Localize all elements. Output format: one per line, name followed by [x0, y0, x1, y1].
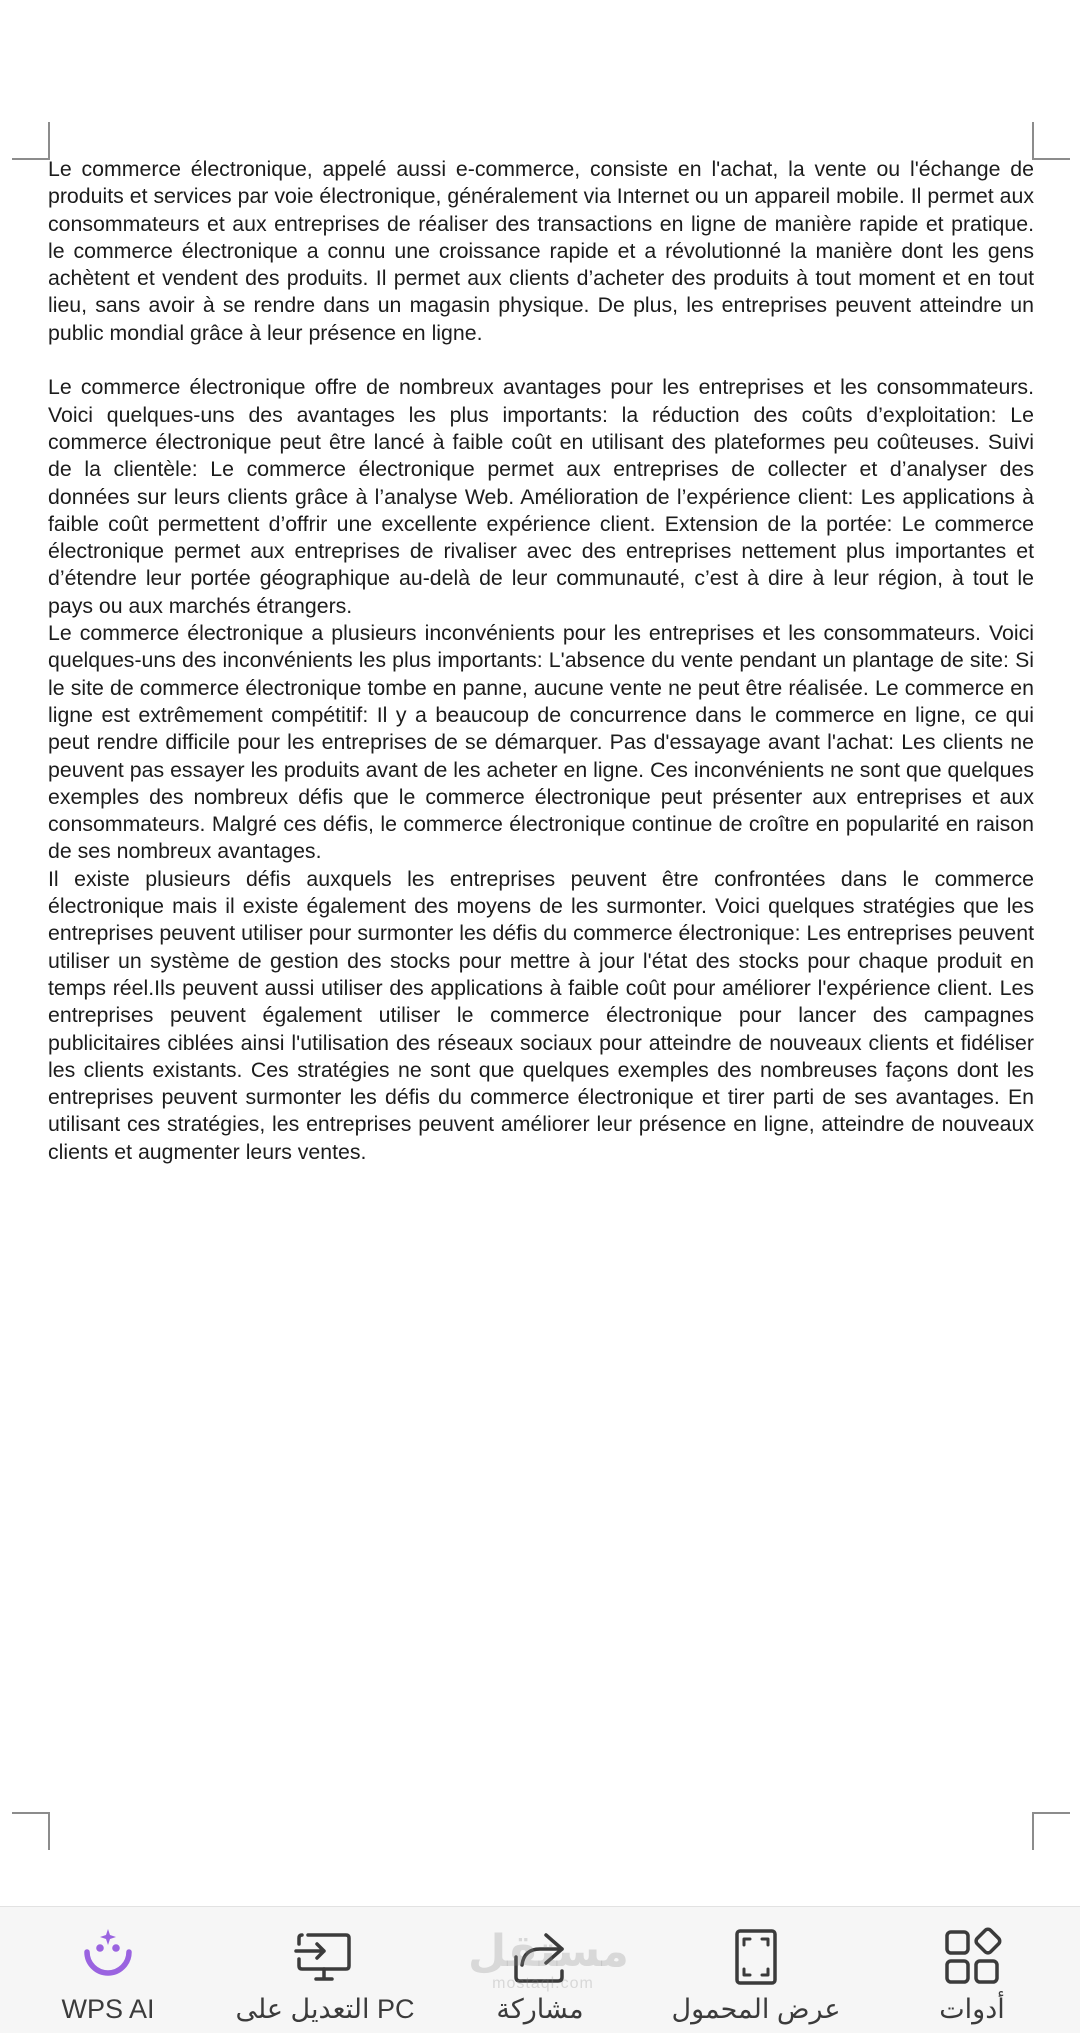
tools-button[interactable]: [924, 1907, 1020, 2033]
crop-mark-top-right: [1032, 122, 1070, 160]
wps-ai-button[interactable]: [28, 1907, 188, 2033]
watermark-domain: mostaql.com: [492, 1975, 594, 1992]
paragraph-disadvantages: Le commerce électronique a plusieurs inconvénients pour les entreprises et les consommateurs. Voici quelques-uns des inconvénients les plus importants: L'absence du vente pendant un plantage de site: Si le site de commerce électronique tombe en panne, aucune vente ne peut être réalisée. Le commerce en ligne est extrêmement compétitif: Il y a beaucoup de concurrence dans le commerce en ligne, ce qui peut rendre difficile pour les entreprises de se démarquer. Pas d'essayage avant l'achat: Les clients ne peuvent pas essayer les produits avant de les acheter en ligne. Ces inconvénients ne sont que quelques exemples des nombreux défis que le commerce électronique peut présenter aux entreprises et aux consommateurs. Malgré ces défis, le commerce électronique continue de croître en popularité en raison de ses nombreux avantages.: [48, 621, 1034, 864]
paragraph-advantages: Le commerce électronique offre de nombreux avantages pour les entreprises et les consommateurs. Voici quelques-uns des avantages les plus importants: la réduction des coûts d’exploitation: Le commerce électronique peut être lancé à faible coût en utilisant des plateformes peu coûteuses. Suivi de la clientèle: Le commerce électronique permet aux entreprises de collecter et d’analyser des données sur leurs clients grâce à l’analyse Web. Amélioration de l’expérience client: Les applications à faible coût permettent d’offrir une excellente expérience client. Extension de la portée: Le commerce électronique permet aux entreprises de rivaliser avec des entreprises nettement plus importantes et d’étendre leur portée géographique au-delà de leur communauté, c’est à dire à leur région, à tout le pays ou aux marchés étrangers.: [48, 375, 1034, 618]
mobile-view-icon: [726, 1927, 786, 1987]
mobile-view-label: عرض المحمول: [671, 1994, 841, 2024]
bottom-toolbar: [0, 1906, 1080, 2033]
monitor-import-icon: [294, 1927, 354, 1987]
crop-mark-bottom-right: [1032, 1812, 1070, 1850]
wps-ai-smiley-icon: [78, 1927, 138, 1987]
paragraph-challenges: Il existe plusieurs défis auxquels les entreprises peuvent être confrontées dans le commerce électronique mais il existe également des moyens de les surmonter. Voici quelques stratégies que les entreprises peuvent utiliser pour surmonter les défis du commerce électronique: Les entreprises peuvent utiliser un système de gestion des stocks pour mettre à jour l'état des stocks pour chaque produit en temps réel.Ils peuvent aussi utiliser des applications à faible coût pour améliorer l'expérience client. Les entreprises peuvent également utiliser le commerce électronique pour lancer des campagnes publicitaires ciblées ainsi l'utilisation des réseaux sociaux pour atteindre de nouveaux clients et fidéliser les clients existants. Ces stratégies ne sont que quelques exemples des nombreuses façons dont les entreprises peuvent surmonter les défis du commerce électronique et tirer parti de ses avantages. En utilisant ces stratégies, les entreprises peuvent améliorer leur présence en ligne, atteindre de nouveaux clients et augmenter leurs ventes.: [48, 866, 1034, 1164]
wps-ai-label: WPS AI: [61, 1994, 155, 2024]
tools-grid-icon: [942, 1927, 1002, 1987]
mobile-view-button[interactable]: [664, 1907, 848, 2033]
tools-label: أدوات: [939, 1994, 1005, 2024]
crop-mark-top-left: [12, 122, 50, 160]
share-label: مشاركة: [496, 1994, 584, 2024]
document-body[interactable]: [48, 156, 1034, 1166]
paragraph-intro: Le commerce électronique, appelé aussi e-commerce, consiste en l'achat, la vente ou l'échange de produits et services par voie électronique, généralement via Internet ou un appareil mobile. Il permet aux consommateurs et aux entreprises de réaliser des transactions en ligne de manière rapide et pratique. le commerce électronique a connu une croissance rapide et a révolutionné la manière dont les gens achètent et vendent des produits. Il permet aux clients d’acheter des produits à tout moment et en tout lieu, sans avoir à se rendre dans un magasin physique. De plus, les entreprises peuvent atteindre un public mondial grâce à leur présence en ligne.: [48, 157, 1034, 345]
watermark-logo-text: مستقل: [468, 1927, 629, 1976]
crop-mark-bottom-left: [12, 1812, 50, 1850]
edit-on-pc-label: التعديل على PC: [235, 1994, 415, 2024]
share-arrow-icon: [510, 1927, 570, 1987]
share-button[interactable]: [480, 1907, 600, 2033]
edit-on-pc-button[interactable]: [222, 1907, 428, 2033]
